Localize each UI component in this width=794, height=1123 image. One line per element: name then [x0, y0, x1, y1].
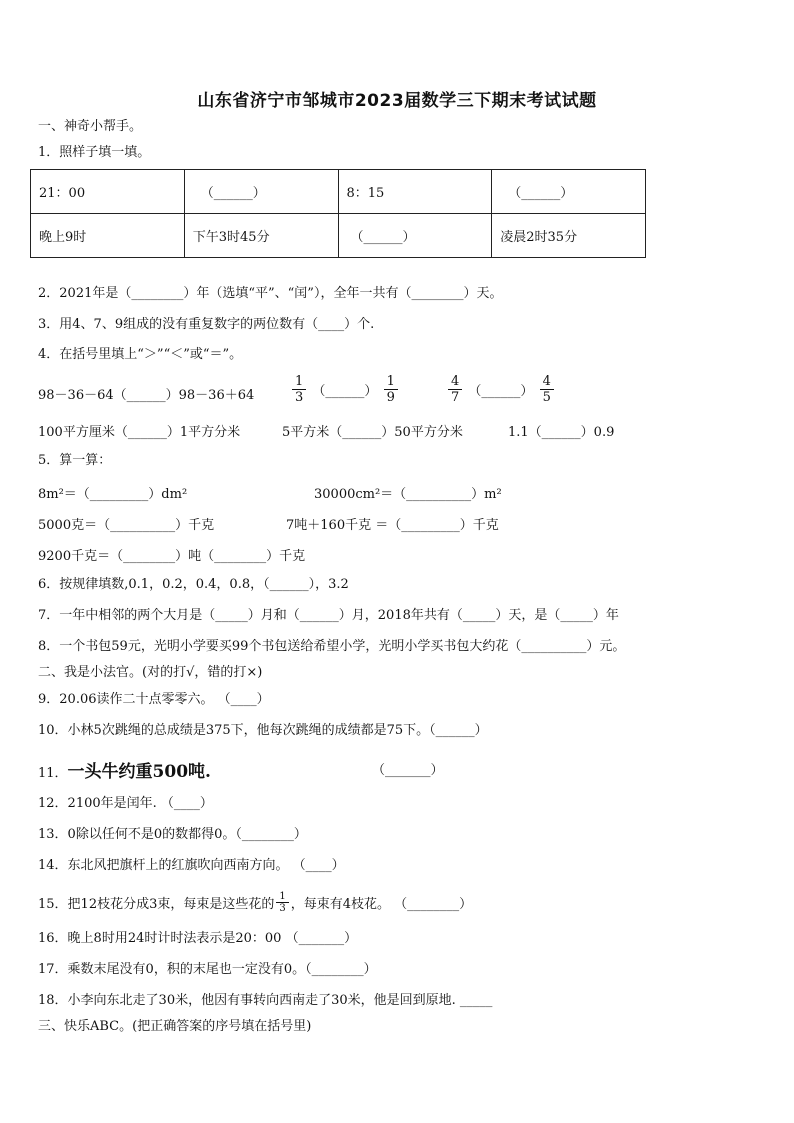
question-18: 18．小李向东北走了30米，他因有事转向西南走了30米，他是回到原地. _____ — [38, 993, 493, 1008]
question-4-expression-1: 98－36－64（______）98－36＋64 — [38, 388, 255, 403]
question-number: 11． — [38, 766, 68, 781]
fraction: $\frac{1}{9}$ — [384, 374, 398, 405]
question-14: 14．东北风把旗杆上的红旗吹向西南方向。 （____） — [38, 858, 345, 873]
section-1-heading: 一、神奇小帮手。 — [38, 119, 143, 134]
answer-blank[interactable]: （______） — [468, 384, 534, 399]
question-11 — [38, 757, 211, 782]
fraction-compare-b — [446, 374, 556, 405]
answer-blank[interactable]: （______） — [338, 214, 492, 258]
section-3-heading: 三、快乐ABC。(把正确答案的序号填在括号里) — [38, 1019, 312, 1034]
answer-blank[interactable]: （______） — [492, 170, 646, 214]
question-12: 12．2100年是闰年. （____） — [38, 796, 213, 811]
question-1-prompt: 1．照样子填一填。 — [38, 145, 151, 160]
section-2-heading: 二、我是小法官。(对的打√，错的打×) — [38, 665, 263, 680]
question-17: 17．乘数末尾没有0，积的末尾也一定没有0。（________） — [38, 962, 377, 977]
fraction: $\frac{1}{3}$ — [292, 374, 306, 405]
question-6: 6．按规律填数,0.1，0.2，0.4，0.8，（______），3.2 — [38, 577, 349, 592]
question-15: 15．把12枝花分成3束，每束是这些花的 $\frac{1}{3}$ ，每束有4枝花。 （________） — [38, 891, 473, 914]
table-cell: 晚上9时 — [31, 214, 185, 258]
question-5-item: 5000克＝（__________）千克 — [38, 518, 215, 533]
table-row — [31, 170, 646, 214]
table-cell: 8：15 — [338, 170, 492, 214]
question-5-item: 8m²＝（_________）dm² — [38, 487, 188, 502]
question-7: 7．一年中相邻的两个大月是（_____）月和（______）月，2018年共有（_____）天，是（_____）年 — [38, 608, 619, 623]
question-5-prompt: 5．算一算： — [38, 453, 112, 468]
question-8: 8．一个书包59元，光明小学要买99个书包送给希望小学，光明小学买书包大约花（__________）元。 — [38, 639, 626, 654]
question-16: 16．晚上8时用24时计时法表示是20：00 （_______） — [38, 931, 358, 946]
question-4-item: 1.1（______）0.9 — [508, 425, 615, 440]
table-cell: 下午3时45分 — [184, 214, 338, 258]
question-9: 9．20.06读作二十点零零六。 （____） — [38, 692, 270, 707]
question-3: 3．用4、7、9组成的没有重复数字的两位数有（____）个. — [38, 317, 375, 332]
answer-blank[interactable]: （______） — [184, 170, 338, 214]
table-cell: 21：00 — [31, 170, 185, 214]
question-5-item: 30000cm²＝（__________）m² — [314, 487, 502, 502]
answer-blank[interactable]: （______） — [312, 384, 378, 399]
question-5-item: 9200千克＝（________）吨（________）千克 — [38, 549, 306, 564]
table-row — [31, 214, 646, 258]
question-4-prompt: 4．在括号里填上“＞”“＜”或“＝”。 — [38, 347, 243, 362]
fraction: $\frac{4}{7}$ — [448, 374, 462, 405]
question-5-item: 7吨＋160千克 ＝（_________）千克 — [286, 518, 499, 533]
answer-blank[interactable]: （_______） — [372, 763, 444, 778]
question-10: 10．小林5次跳绳的总成绩是375下，他每次跳绳的成绩都是75下。（______） — [38, 723, 488, 738]
fraction: $\frac{1}{3}$ — [276, 891, 288, 914]
question-4-item: 5平方米（______）50平方分米 — [282, 425, 463, 440]
fraction: $\frac{4}{5}$ — [540, 374, 554, 405]
page-title: 山东省济宁市邹城市2023届数学三下期末考试试题 — [197, 91, 597, 111]
question-4-item: 100平方厘米（______）1平方分米 — [38, 425, 241, 440]
question-2: 2．2021年是（________）年（选填“平”、“闰”），全年一共有（________）天。 — [38, 286, 503, 301]
fraction-compare-a — [290, 374, 400, 405]
table-cell: 凌晨2时35分 — [492, 214, 646, 258]
time-conversion-table — [30, 169, 646, 258]
question-13: 13．0除以任何不是0的数都得0。（________） — [38, 827, 307, 842]
question-text: 一头牛约重500吨. — [67, 762, 211, 782]
